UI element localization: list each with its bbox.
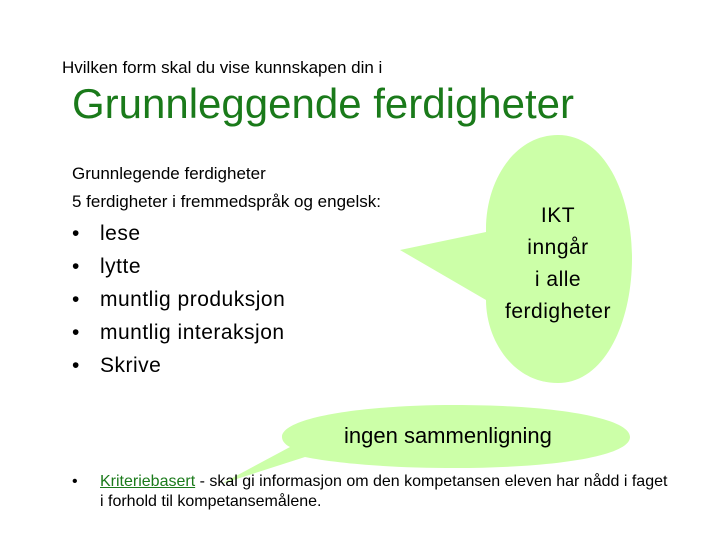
subtitle-line: 5 ferdigheter i fremmedspråk og engelsk: xyxy=(72,192,381,211)
bullet-icon: • xyxy=(72,222,80,245)
callout-text: IKT inngår i alle ferdigheter xyxy=(505,204,611,323)
bullet-icon: • xyxy=(72,354,80,377)
cloud-text: ingen sammenligning xyxy=(344,423,552,448)
bullet-icon: • xyxy=(72,473,78,490)
list-item-label: muntlig produksjon xyxy=(100,288,286,311)
list-item xyxy=(72,253,285,286)
skills-list xyxy=(72,220,285,385)
list-item xyxy=(72,286,285,319)
slide-title: Grunnleggende ferdigheter xyxy=(72,80,575,127)
list-item-label: Skrive xyxy=(100,354,162,377)
slide-kicker: Hvilken form skal du vise kunnskapen din i xyxy=(62,58,383,77)
list-item-label: muntlig interaksjon xyxy=(100,321,285,344)
subtitle-line: Grunnlegende ferdigheter xyxy=(72,164,266,183)
bullet-icon: • xyxy=(72,255,80,278)
bottom-text: - skal gi informasjon om den kompetansen eleven har nådd i faget i forhold til kompetansemålene. xyxy=(100,473,668,510)
bullet-icon: • xyxy=(72,288,80,311)
list-item xyxy=(72,220,285,253)
list-item xyxy=(72,319,285,352)
criteria-link[interactable]: Kriteriebasert xyxy=(100,473,196,490)
list-item-label: lytte xyxy=(100,255,142,278)
bottom-bullet xyxy=(72,472,672,512)
list-item-label: lese xyxy=(100,222,141,245)
list-item xyxy=(72,352,285,385)
bullet-icon: • xyxy=(72,321,80,344)
